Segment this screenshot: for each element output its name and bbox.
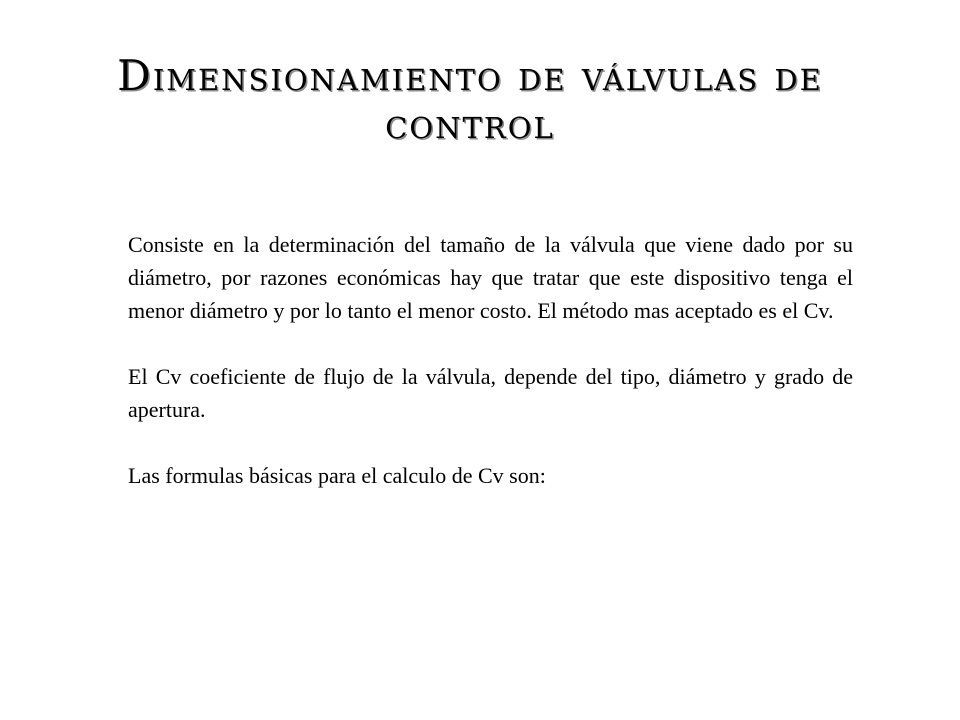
slide-body	[128, 228, 853, 492]
body-paragraph-cv-coefficient: El Cv coeficiente de flujo de la válvula, depende del tipo, diámetro y grado de apertura.	[128, 364, 853, 422]
body-paragraph-definition: Consiste en la determinación del tamaño de la válvula que viene dado por su diámetro, por razones económicas hay que tratar que este dispositivo tenga el menor diámetro y por lo tanto el menor costo. El método mas aceptado es el Cv.	[128, 232, 853, 323]
body-paragraph-formulas-intro: Las formulas básicas para el calculo de Cv son:	[128, 463, 546, 488]
slide-title: Dimensionamiento de válvulas de control	[117, 51, 823, 148]
